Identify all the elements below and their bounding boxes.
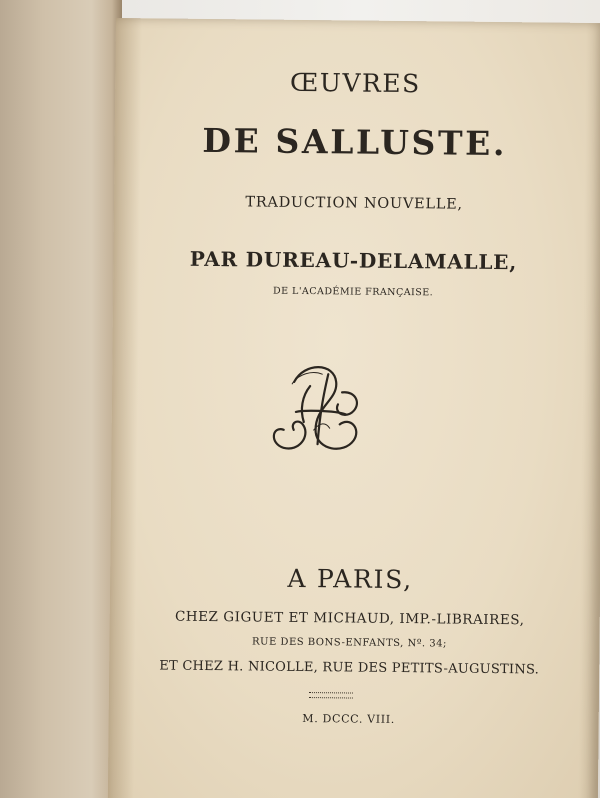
book-cover-board bbox=[0, 0, 122, 798]
publisher-line-2: ET CHEZ H. NICOLLE, RUE DES PETITS-AUGUSTINS. bbox=[159, 658, 540, 678]
imprint-city: A PARIS, bbox=[287, 563, 414, 595]
monogram-ornament bbox=[263, 352, 374, 463]
title-page bbox=[108, 18, 600, 798]
publisher-address: RUE DES BONS-ENFANTS, Nº. 34; bbox=[251, 636, 447, 650]
title-line-1: ŒUVRES bbox=[289, 67, 421, 99]
title-line-2: DE SALLUSTE. bbox=[202, 120, 508, 164]
publication-date: M. DCCC. VIII. bbox=[302, 711, 396, 726]
publisher-line-1: CHEZ GIGUET ET MICHAUD, IMP.-LIBRAIRES, bbox=[174, 608, 525, 629]
subtitle: TRADUCTION NOUVELLE, bbox=[245, 194, 463, 213]
ornamental-rule bbox=[309, 692, 353, 698]
author: PAR DUREAU-DELAMALLE, bbox=[189, 246, 518, 275]
author-affiliation: DE L'ACADÉMIE FRANÇAISE. bbox=[273, 285, 434, 299]
